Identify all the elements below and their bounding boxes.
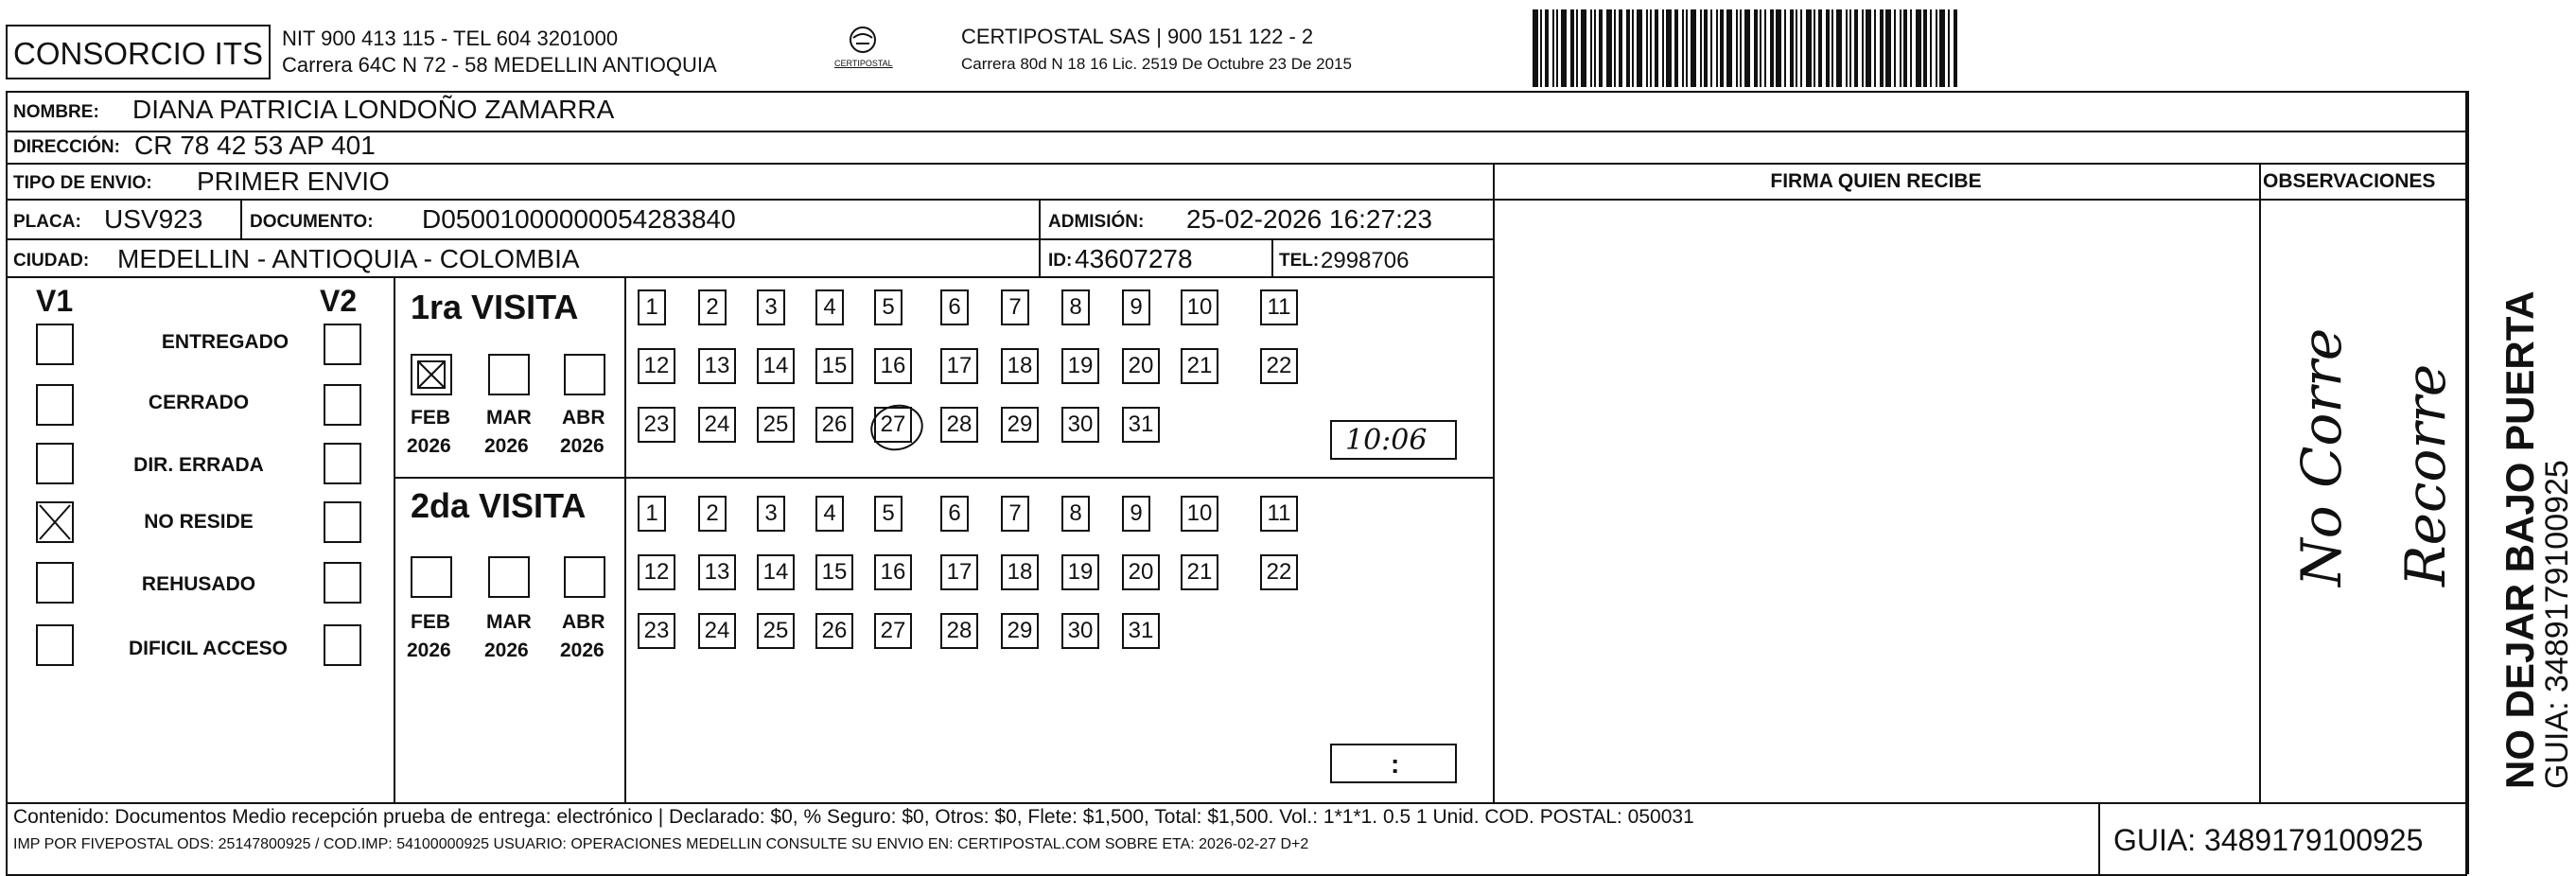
barcode-bar	[1930, 9, 1932, 87]
visit2-day-11[interactable]: 11	[1260, 496, 1298, 532]
barcode-bar	[1770, 9, 1774, 87]
v1-entregado-checkbox[interactable]	[36, 324, 74, 365]
barcode-bar	[1894, 9, 1896, 87]
barcode-bar	[1814, 9, 1815, 87]
visit2-day-30[interactable]: 30	[1061, 613, 1099, 649]
visit1-year-abr: 2026	[560, 435, 605, 457]
v2-cerrado-checkbox[interactable]	[324, 384, 361, 426]
signature-header: FIRMA QUIEN RECIBE	[1770, 170, 1982, 192]
barcode-bar	[1736, 9, 1738, 87]
visit2-day-21[interactable]: 21	[1181, 554, 1218, 590]
visit1-day-23[interactable]: 23	[638, 407, 675, 443]
visit1-day-8[interactable]: 8	[1061, 289, 1090, 325]
barcode-bar	[1581, 9, 1586, 87]
footer-content-line: Contenido: Documentos Medio recepción prueba de entrega: electrónico | Declarado: $0, % Seguro: $0, Otros: $0, Flete: $1,500, Total: $1,500. Vol.: 1*1*1. 0.5 1 Unid. COD. POSTAL: 050031	[13, 806, 1694, 828]
barcode-bar	[1784, 9, 1786, 87]
barcode-bar	[1552, 9, 1554, 87]
tel-label: TEL:	[1279, 251, 1320, 271]
barcode-bar	[1796, 9, 1797, 87]
visit1-day-15[interactable]: 15	[815, 348, 853, 384]
barcode-bar	[1903, 9, 1907, 87]
barcode-bar	[1880, 9, 1884, 87]
barcode-bar	[1954, 9, 1957, 87]
visit2-day-16[interactable]: 16	[874, 554, 912, 590]
barcode-bar	[1655, 9, 1658, 87]
barcode-bar	[1818, 9, 1822, 87]
visit1-day-4[interactable]: 4	[815, 289, 844, 325]
barcode-bar	[1836, 9, 1842, 87]
plate-label: PLACA:	[13, 212, 81, 232]
visit1-day-28[interactable]: 28	[940, 407, 978, 443]
barcode-bar	[1800, 9, 1802, 87]
visit1-day-29[interactable]: 29	[1001, 407, 1039, 443]
barcode-bar	[1885, 9, 1891, 87]
visit1-day-6[interactable]: 6	[940, 289, 969, 325]
visit2-day-12[interactable]: 12	[638, 554, 675, 590]
handwritten-note-2: Recorre	[2393, 363, 2458, 587]
visit1-day-31[interactable]: 31	[1122, 407, 1160, 443]
visit2-day-29[interactable]: 29	[1001, 613, 1039, 649]
barcode	[1533, 9, 1959, 87]
v1-dir-errada-checkbox[interactable]	[36, 443, 74, 484]
visit2-title: 2da VISITA	[411, 486, 587, 525]
barcode-bar	[1764, 9, 1766, 87]
visit1-day-22[interactable]: 22	[1260, 348, 1298, 384]
visit1-day-11[interactable]: 11	[1260, 289, 1298, 325]
barcode-bar	[1910, 9, 1912, 87]
barcode-bar	[1862, 9, 1864, 87]
observations-header: OBSERVACIONES	[2263, 170, 2436, 192]
id-label: ID:	[1048, 251, 1073, 271]
barcode-bar	[1846, 9, 1848, 87]
barcode-bar	[1599, 9, 1603, 87]
visit2-year-feb: 2026	[407, 639, 451, 661]
side-guia: GUIA: 3489179100925	[2539, 460, 2575, 789]
visit2-day-18[interactable]: 18	[1001, 554, 1039, 590]
v2-dir-errada-checkbox[interactable]	[324, 443, 361, 484]
visit2-day-3[interactable]: 3	[757, 496, 785, 532]
barcode-bar	[1646, 9, 1648, 87]
barcode-bar	[1606, 9, 1612, 87]
visit2-time-box[interactable]	[1330, 744, 1457, 783]
visit1-month-mar: MAR	[486, 407, 532, 429]
barcode-bar	[1854, 9, 1858, 87]
barcode-bar	[1619, 9, 1622, 87]
barcode-bar	[1923, 9, 1927, 87]
v1-no-reside-checkbox[interactable]	[36, 501, 74, 543]
v2-label: V2	[320, 284, 358, 318]
barcode-bar	[1776, 9, 1781, 87]
visit1-feb-checkbox[interactable]	[411, 354, 452, 395]
barcode-bar	[1740, 9, 1742, 87]
carrier-address: Carrera 80d N 18 16 Lic. 2519 De Octubre 23 De 2015	[961, 55, 1352, 73]
barcode-bar	[1760, 9, 1761, 87]
barcode-bar	[1874, 9, 1876, 87]
barcode-bar	[1570, 9, 1574, 87]
side-warning: NO DEJAR BAJO PUERTA	[2497, 290, 2542, 789]
visit1-title: 1ra VISITA	[411, 288, 579, 326]
visit2-day-5[interactable]: 5	[874, 496, 902, 532]
visit2-day-27[interactable]: 27	[874, 613, 912, 649]
recipient-tel: 2998706	[1321, 248, 1410, 273]
barcode-bar	[1540, 9, 1542, 87]
visit1-month-abr: ABR	[562, 407, 605, 429]
barcode-bar	[1806, 9, 1812, 87]
visit1-day-13[interactable]: 13	[698, 348, 736, 384]
v2-no-reside-checkbox[interactable]	[324, 501, 361, 543]
recipient-address: CR 78 42 53 AP 401	[134, 131, 376, 160]
barcode-bar	[1691, 9, 1696, 87]
v1-dificil-acceso-checkbox[interactable]	[36, 624, 74, 666]
shipment-type: PRIMER ENVIO	[197, 166, 390, 196]
barcode-bar	[1662, 9, 1664, 87]
visit2-day-26[interactable]: 26	[815, 613, 853, 649]
visit2-feb-checkbox[interactable]	[411, 556, 452, 598]
visit2-day-22[interactable]: 22	[1260, 554, 1298, 590]
barcode-bar	[1614, 9, 1616, 87]
barcode-bar	[1866, 9, 1871, 87]
checked-x-icon	[38, 503, 72, 541]
visit1-day-24[interactable]: 24	[698, 407, 736, 443]
barcode-bar	[1900, 9, 1901, 87]
barcode-bar	[1704, 9, 1708, 87]
barcode-bar	[1754, 9, 1758, 87]
visit2-day-9[interactable]: 9	[1122, 496, 1150, 532]
barcode-bar	[1831, 9, 1833, 87]
visit1-day-1[interactable]: 1	[638, 289, 666, 325]
visit2-day-1[interactable]: 1	[638, 496, 666, 532]
visit1-day-14[interactable]: 14	[757, 348, 795, 384]
status-dir-errada: DIR. ERRADA	[133, 454, 264, 476]
v2-rehusado-checkbox[interactable]	[324, 562, 361, 604]
status-cerrado: CERRADO	[148, 392, 250, 413]
barcode-bar	[1674, 9, 1678, 87]
visit2-day-15[interactable]: 15	[815, 554, 853, 590]
recipient-name: DIANA PATRICIA LONDOÑO ZAMARRA	[132, 95, 615, 124]
visit1-day-3[interactable]: 3	[757, 289, 785, 325]
visit1-month-feb: FEB	[411, 407, 450, 429]
visit1-day-10[interactable]: 10	[1181, 289, 1218, 325]
v1-rehusado-checkbox[interactable]	[36, 562, 74, 604]
visit2-day-2[interactable]: 2	[698, 496, 727, 532]
visit1-day-30[interactable]: 30	[1061, 407, 1099, 443]
recipient-id: 43607278	[1075, 244, 1193, 273]
barcode-bar	[1650, 9, 1652, 87]
visit1-day-27[interactable]: 27	[874, 407, 912, 443]
barcode-bar	[1948, 9, 1950, 87]
visit2-day-23[interactable]: 23	[638, 613, 675, 649]
visit2-day-6[interactable]: 6	[940, 496, 969, 532]
city: MEDELLIN - ANTIOQUIA - COLOMBIA	[117, 244, 580, 273]
checked-x-icon	[412, 356, 450, 394]
visit1-day-2[interactable]: 2	[698, 289, 727, 325]
visit1-day-20[interactable]: 20	[1122, 348, 1160, 384]
barcode-bar	[1700, 9, 1702, 87]
handwritten-note-1: No Corre	[2289, 327, 2354, 587]
v2-entregado-checkbox[interactable]	[324, 324, 361, 365]
admission-label: ADMISIÓN:	[1048, 212, 1145, 232]
admission-date: 25-02-2026 16:27:23	[1186, 204, 1432, 234]
visit2-abr-checkbox[interactable]	[564, 556, 605, 598]
barcode-bar	[1632, 9, 1634, 87]
visit2-day-24[interactable]: 24	[698, 613, 736, 649]
visit2-day-31[interactable]: 31	[1122, 613, 1160, 649]
v2-dificil-acceso-checkbox[interactable]	[324, 624, 361, 666]
barcode-bar	[1710, 9, 1712, 87]
visit1-day-9[interactable]: 9	[1122, 289, 1150, 325]
barcode-bar	[1590, 9, 1592, 87]
barcode-bar	[1744, 9, 1750, 87]
document-number: D05001000000054283840	[422, 204, 736, 234]
company-address: Carrera 64C N 72 - 58 MEDELLIN ANTIOQUIA	[282, 53, 717, 77]
barcode-bar	[1626, 9, 1630, 87]
visit2-day-25[interactable]: 25	[757, 613, 795, 649]
visit2-day-10[interactable]: 10	[1181, 496, 1218, 532]
name-label: NOMBRE:	[13, 102, 99, 122]
barcode-bar	[1594, 9, 1596, 87]
visit2-day-7[interactable]: 7	[1001, 496, 1029, 532]
carrier-name: CERTIPOSTAL SAS | 900 151 122 - 2	[961, 25, 1314, 48]
barcode-bar	[1561, 9, 1567, 87]
barcode-bar	[1576, 9, 1578, 87]
barcode-bar	[1939, 9, 1945, 87]
visit1-day-21[interactable]: 21	[1181, 348, 1218, 384]
visit2-day-4[interactable]: 4	[815, 496, 844, 532]
v1-cerrado-checkbox[interactable]	[36, 384, 74, 426]
plate: USV923	[104, 204, 203, 234]
visit1-day-17[interactable]: 17	[940, 348, 978, 384]
visit1-mar-checkbox[interactable]	[488, 354, 530, 395]
company-name: CONSORCIO ITS	[13, 36, 264, 71]
visit1-year-mar: 2026	[484, 435, 529, 457]
barcode-bar	[1826, 9, 1830, 87]
v1-label: V1	[36, 284, 74, 318]
visit2-month-feb: FEB	[411, 611, 450, 633]
visit2-year-abr: 2026	[560, 639, 605, 661]
visit1-day-18[interactable]: 18	[1001, 348, 1039, 384]
visit2-day-13[interactable]: 13	[698, 554, 736, 590]
visit2-month-abr: ABR	[562, 611, 605, 633]
visit1-day-7[interactable]: 7	[1001, 289, 1029, 325]
barcode-bar	[1936, 9, 1937, 87]
visit2-year-mar: 2026	[484, 639, 529, 661]
visit1-day-16[interactable]: 16	[874, 348, 912, 384]
barcode-bar	[1666, 9, 1672, 87]
visit1-time-box[interactable]	[1330, 420, 1457, 460]
barcode-bar	[1726, 9, 1732, 87]
footer-print-line: IMP POR FIVEPOSTAL ODS: 25147800925 / COD.IMP: 54100000925 USUARIO: OPERACIONES MEDELLIN CONSULTE SU ENVIO EN: CERTIPOSTAL.COM SOBRE ETA: 2026-02-27 D+2	[13, 836, 1309, 852]
shipment-type-label: TIPO DE ENVIO:	[13, 173, 152, 193]
address-label: DIRECCIÓN:	[13, 137, 120, 157]
visit1-day-12[interactable]: 12	[638, 348, 675, 384]
certipostal-logo-icon	[825, 23, 901, 79]
status-entregado: ENTREGADO	[161, 331, 289, 353]
barcode-bar	[1556, 9, 1558, 87]
footer-guia: GUIA: 3489179100925	[2113, 823, 2424, 857]
barcode-bar	[1682, 9, 1684, 87]
barcode-bar	[1545, 9, 1549, 87]
visit2-day-20[interactable]: 20	[1122, 554, 1160, 590]
barcode-bar	[1533, 9, 1538, 87]
certipostal-logo	[825, 23, 901, 79]
barcode-bar	[1716, 9, 1718, 87]
logo-caption: CERTIPOSTAL	[834, 59, 893, 68]
status-dificil-acceso: DIFICIL ACCESO	[128, 638, 288, 659]
nit-line: NIT 900 413 115 - TEL 604 3201000	[282, 26, 619, 50]
barcode-bar	[1916, 9, 1921, 87]
visit1-day-26[interactable]: 26	[815, 407, 853, 443]
visit1-day-25[interactable]: 25	[757, 407, 795, 443]
visit2-time-placeholder: :	[1391, 749, 1400, 779]
visit2-month-mar: MAR	[486, 611, 532, 633]
visit2-day-8[interactable]: 8	[1061, 496, 1090, 532]
visit1-handwritten-time: 10:06	[1345, 424, 1428, 457]
visit1-abr-checkbox[interactable]	[564, 354, 605, 395]
status-no-reside: NO RESIDE	[144, 511, 254, 533]
barcode-bar	[1720, 9, 1724, 87]
barcode-bar	[1849, 9, 1851, 87]
visit2-day-14[interactable]: 14	[757, 554, 795, 590]
visit2-day-17[interactable]: 17	[940, 554, 978, 590]
visit2-day-28[interactable]: 28	[940, 613, 978, 649]
visit1-year-feb: 2026	[407, 435, 451, 457]
visit1-day-19[interactable]: 19	[1061, 348, 1099, 384]
visit2-mar-checkbox[interactable]	[488, 556, 530, 598]
barcode-bar	[1686, 9, 1688, 87]
visit1-day-5[interactable]: 5	[874, 289, 902, 325]
city-label: CIUDAD:	[13, 251, 90, 271]
barcode-bar	[1637, 9, 1642, 87]
status-rehusado: REHUSADO	[141, 573, 256, 595]
visit2-day-19[interactable]: 19	[1061, 554, 1099, 590]
document-label: DOCUMENTO:	[250, 212, 374, 232]
barcode-bar	[1790, 9, 1794, 87]
